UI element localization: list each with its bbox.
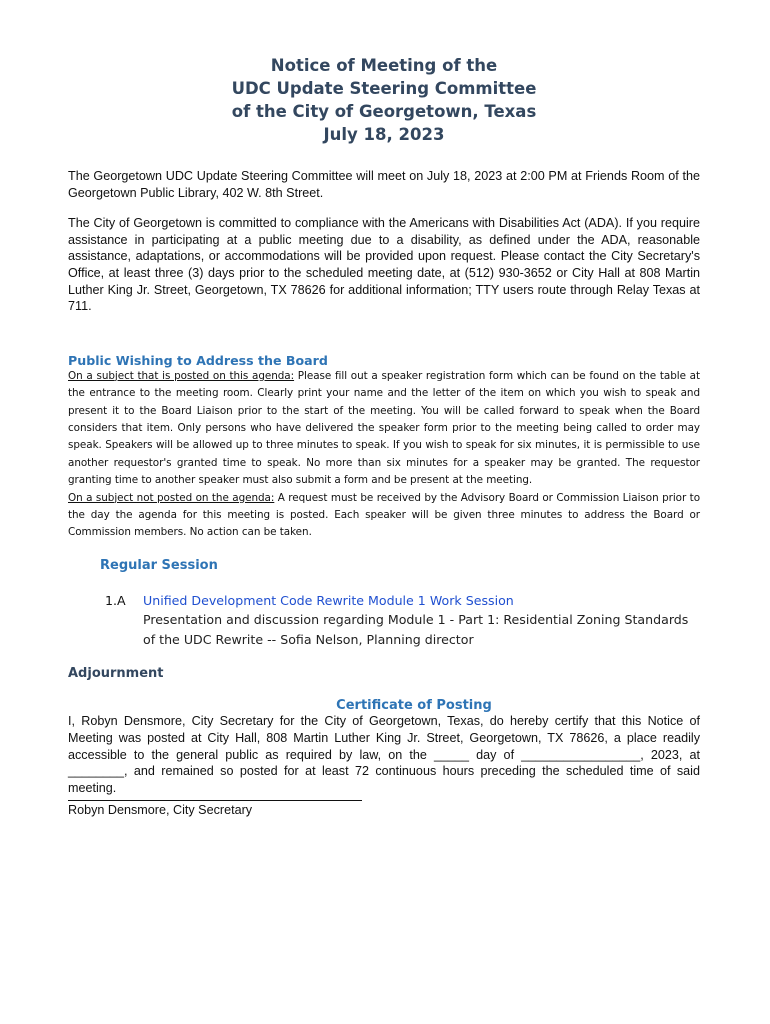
agenda-item-body [143,591,700,650]
not-posted-subject-paragraph [68,490,700,542]
ada-paragraph: The City of Georgetown is committed to compliance with the Americans with Disabilities Act (ADA). If you require assistance in participating at a public meeting due to a disability, as defined under the ADA, reasonable assistance, adaptations, or accommodations will be provided upon request. Please contact the City Secretary's Office, at least three (3) days prior to the scheduled meeting date, at (512) 930-3652 or City Hall at 808 Martin Luther King Jr. Street, Georgetown, TX 78626 for additional information; TTY users route through Relay Texas at 711. [68,216,700,314]
agenda-item [105,591,700,650]
title-line-2: UDC Update Steering Committee [231,79,537,98]
title-line-1: Notice of Meeting of the [270,56,498,75]
regular-session-heading: Regular Session [100,557,218,573]
posted-subject-paragraph [68,368,700,490]
document-title [68,54,700,146]
agenda-item-title[interactable]: Unified Development Code Rewrite Module 1 Work Session [143,592,514,608]
posted-subject-label: On a subject that is posted on this agenda: [68,369,295,382]
adjournment-heading: Adjournment [68,666,164,682]
not-posted-subject-label: On a subject not posted on the agenda: [68,491,275,504]
signature-name: Robyn Densmore, City Secretary [68,803,253,818]
certificate-text: I, Robyn Densmore, City Secretary for the City of Georgetown, Texas, do hereby certify that this Notice of Meeting was posted at City Hall, 808 Martin Luther King Jr. Street, Georgetown, TX 78626, a place readily accessible to the general public as required by law, on the _____ day of _________________, 2023, at ________, and remained so posted for at least 72 continuous hours preceding the scheduled time of said meeting. [68,714,700,795]
agenda-item-description: Presentation and discussion regarding Module 1 - Part 1: Residential Zoning Standards of the UDC Rewrite -- Sofia Nelson, Planning director [143,612,689,647]
public-heading: Public Wishing to Address the Board [68,352,328,368]
certificate-heading: Certificate of Posting [336,698,492,714]
agenda-item-number: 1.A [105,592,126,608]
not-posted-subject-text: A request must be received by the Advisory Board or Commission Liaison prior to the day the agenda for this meeting is posted. Each speaker will be given three minutes to address the Board or Commission members. No action can be taken. [68,491,701,539]
intro-paragraph: The Georgetown UDC Update Steering Committee will meet on July 18, 2023 at 2:00 PM at Friends Room of the Georgetown Public Library, 402 W. 8th Street. [68,169,700,200]
document-page [68,54,700,819]
posted-subject-text: Please fill out a speaker registration form which can be found on the table at the entrance to the meeting room. Clearly print your name and the letter of the item on which you wish to speak and present it to the Board Liaison prior to the start of the meeting. You will be called forward to speak when the Board considers that item. Only persons who have delivered the speaker form prior to the meeting being called to order may speak. Speakers will be allowed up to three minutes to speak. If you wish to speak for six minutes, it is permissible to use another requestor's granted time to speak. No more than six minutes for a speaker may be granted. The requestor granting time to another speaker must also submit a form and be present at the meeting. [68,369,701,487]
signature-line [68,800,362,801]
title-line-3: of the City of Georgetown, Texas [231,102,537,121]
title-line-4: July 18, 2023 [323,125,445,144]
